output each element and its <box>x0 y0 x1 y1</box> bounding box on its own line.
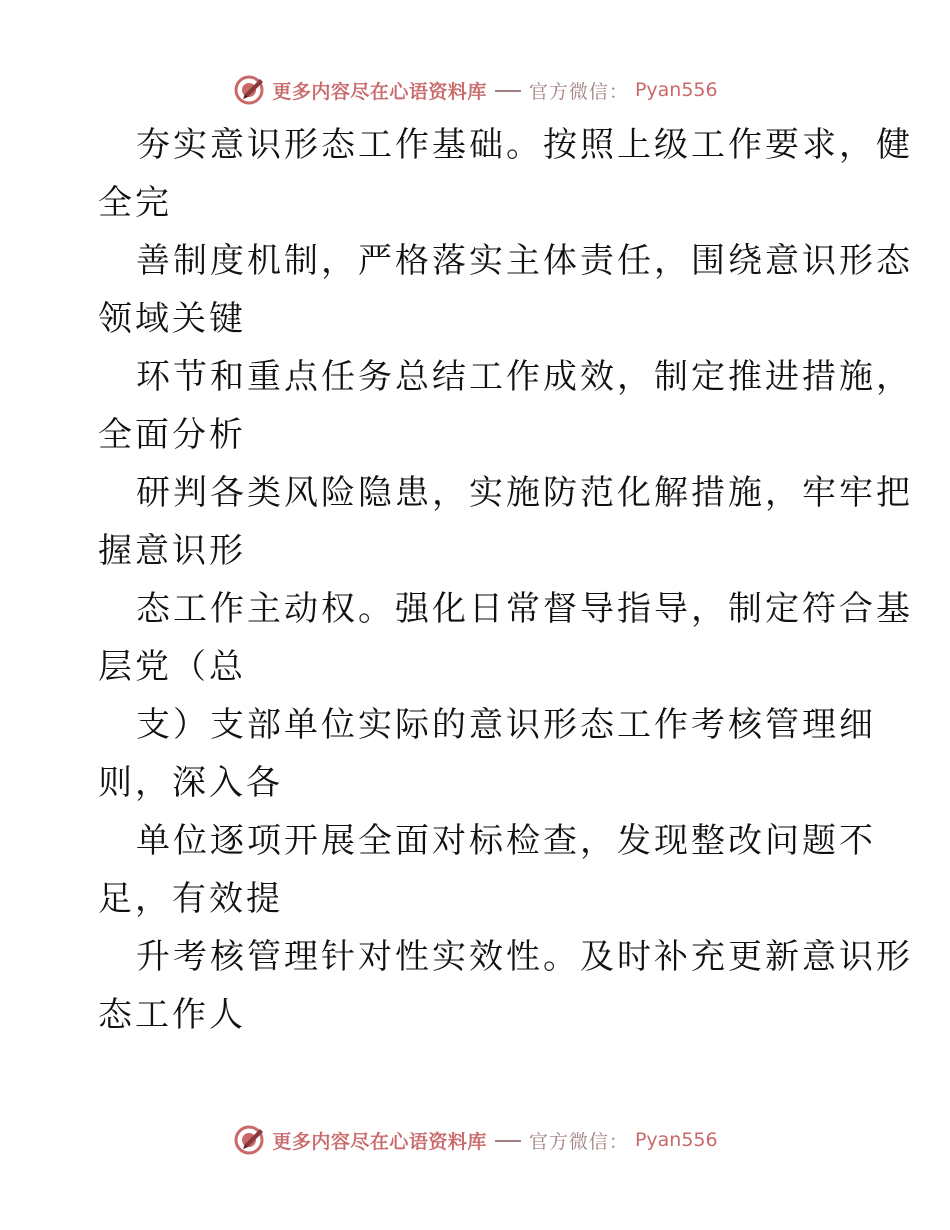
footer-banner <box>0 1120 950 1160</box>
text-line: 夯实意识形态工作基础。按照上级工作要求，健 <box>136 125 913 165</box>
header-banner-title: 更多内容尽在心语资料库 <box>272 80 487 103</box>
text-line: 单位逐项开展全面对标检查，发现整改问题不 <box>136 821 876 861</box>
text-line: 则，深入各 <box>98 763 283 803</box>
pen-logo-icon <box>232 1123 266 1157</box>
footer-banner-content <box>232 1123 717 1157</box>
header-banner-wechat-label: 官方微信： <box>528 80 629 103</box>
text-line: 支）支部单位实际的意识形态工作考核管理细 <box>136 705 876 745</box>
header-banner-wechat-id: Pyan556 <box>634 79 718 101</box>
header-banner-content <box>232 73 717 107</box>
text-line: 研判各类风险隐患，实施防范化解措施，牢牢把 <box>136 473 913 513</box>
text-line: 环节和重点任务总结工作成效，制定推进措施， <box>136 357 913 397</box>
text-line: 升考核管理针对性实效性。及时补充更新意识形 <box>136 937 913 977</box>
text-line: 握意识形 <box>98 531 246 571</box>
text-line: 领域关键 <box>98 299 246 339</box>
footer-banner-wechat-label: 官方微信： <box>528 1130 629 1153</box>
footer-banner-dash <box>495 1140 521 1142</box>
footer-banner-title: 更多内容尽在心语资料库 <box>272 1130 487 1153</box>
text-line: 层党（总 <box>98 647 246 687</box>
text-line: 足，有效提 <box>98 879 283 919</box>
header-banner-dash <box>495 90 521 92</box>
text-line: 全完 <box>98 183 172 223</box>
document-body <box>98 116 913 1044</box>
header-banner <box>0 70 950 110</box>
text-line: 态工作主动权。强化日常督导指导，制定符合基 <box>136 589 913 629</box>
text-line: 态工作人 <box>98 995 246 1035</box>
text-line: 善制度机制，严格落实主体责任，围绕意识形态 <box>136 241 913 281</box>
pen-logo-icon <box>232 73 266 107</box>
text-line: 全面分析 <box>98 415 246 455</box>
footer-banner-wechat-id: Pyan556 <box>634 1129 718 1151</box>
